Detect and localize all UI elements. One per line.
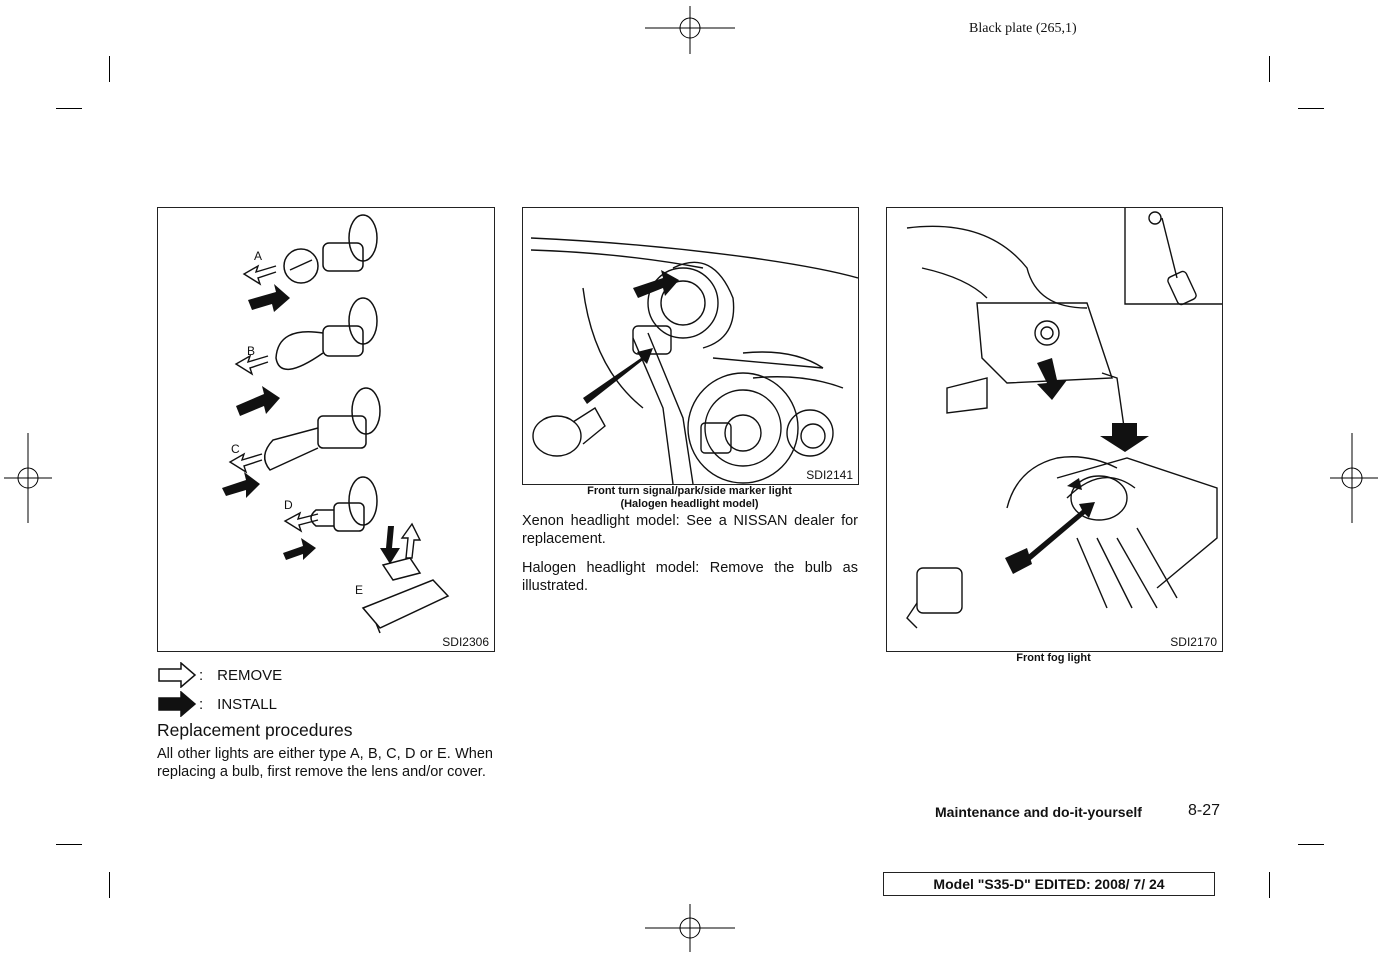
legend-remove: : REMOVE	[157, 662, 282, 688]
xenon-paragraph: Xenon headlight model: See a NISSAN dealer for replacement.	[522, 513, 858, 547]
figure-caption: Front turn signal/park/side marker light (Halogen headlight model)	[587, 485, 792, 510]
registration-mark-right	[1328, 433, 1378, 523]
bulb-label-b: B	[247, 344, 256, 358]
legend-install: : INSTALL	[157, 691, 277, 717]
bulb-label-c: C	[231, 442, 240, 456]
registration-mark-bottom	[645, 904, 735, 954]
bulb-types-illustration	[158, 208, 494, 651]
figure-code: SDI2170	[1170, 635, 1217, 649]
footer-section-title: Maintenance and do-it-yourself	[935, 804, 1142, 820]
figure-code: SDI2306	[442, 635, 489, 649]
bulb-label-e: E	[355, 583, 364, 597]
legend-install-label: INSTALL	[217, 695, 277, 713]
registration-mark-left	[4, 433, 54, 523]
figure-caption: Front fog light	[1016, 652, 1091, 664]
bulb-label-d: D	[284, 498, 293, 512]
model-box: Model "S35-D" EDITED: 2008/ 7/ 24	[883, 872, 1215, 896]
figure-bulb-types	[157, 207, 495, 652]
bulb-label-a: A	[254, 249, 263, 263]
install-arrow-icon	[157, 691, 197, 717]
figure-headlight	[522, 207, 859, 485]
halogen-paragraph: Halogen headlight model: Remove the bulb as illustrated.	[522, 560, 858, 594]
figure-fog-light	[886, 207, 1223, 652]
plate-label: Black plate (265,1)	[969, 21, 1077, 36]
legend-remove-label: REMOVE	[217, 666, 283, 684]
headlight-illustration	[523, 208, 858, 484]
section-heading: Replacement procedures	[157, 720, 353, 740]
page-number: 8-27	[1188, 802, 1221, 819]
fog-light-illustration	[887, 208, 1222, 651]
registration-mark-top	[645, 6, 735, 56]
figure-code: SDI2141	[806, 468, 853, 482]
remove-arrow-icon	[157, 662, 197, 688]
replacement-text: All other lights are either type A, B, C, D or E. When replacing a bulb, first remove the lens and/or cover.	[157, 746, 493, 780]
